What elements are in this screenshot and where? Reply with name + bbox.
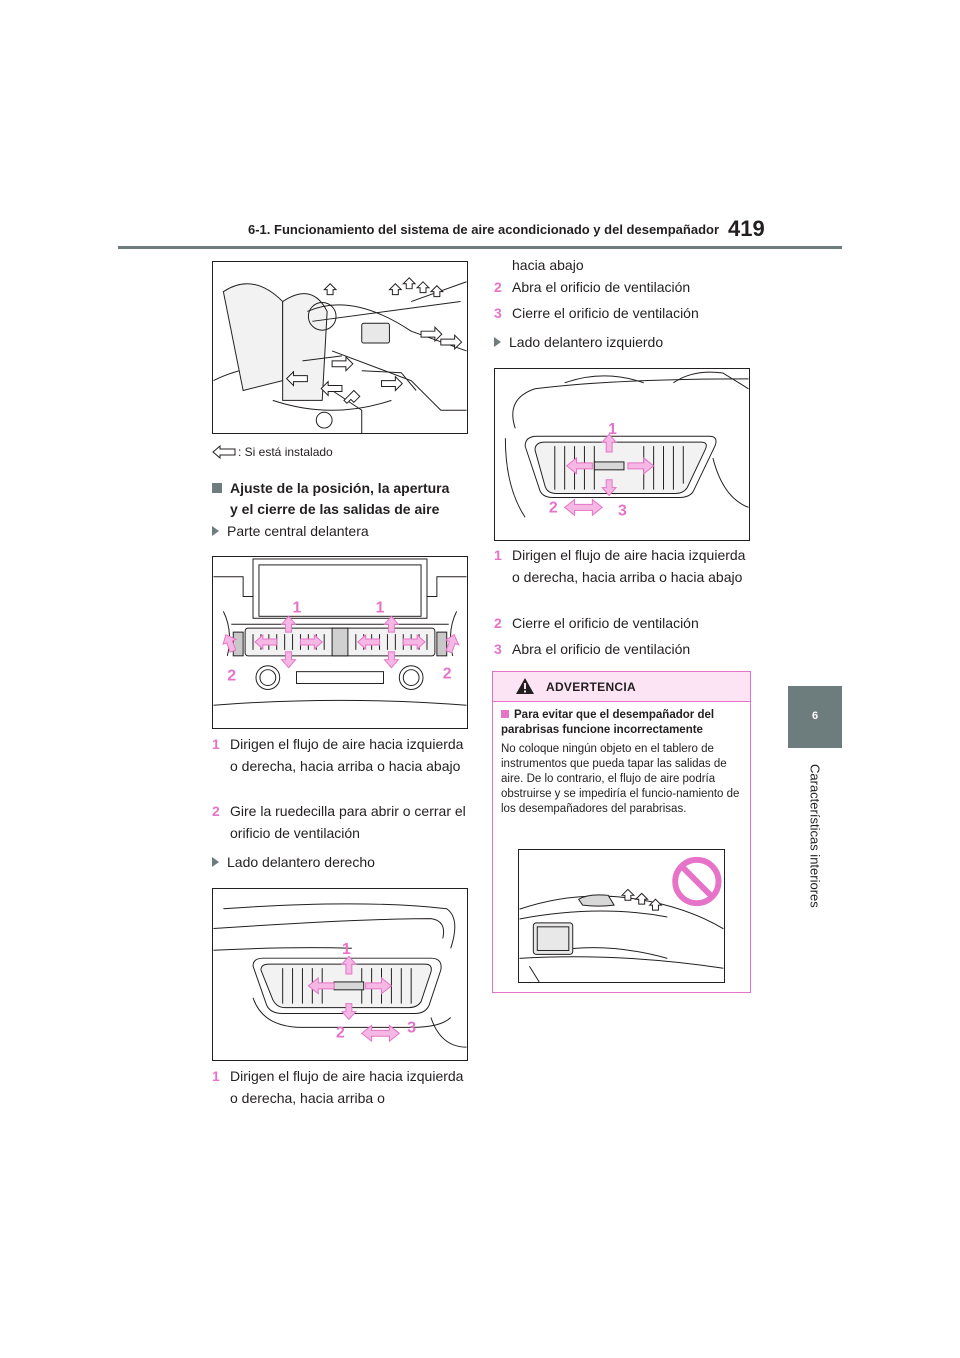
chapter-label-text: Características interiores <box>807 764 823 908</box>
step-number: 1 <box>494 547 502 563</box>
warning-bullet <box>501 710 509 718</box>
right-vent-illustration <box>213 889 467 1060</box>
cabin-overview-illustration <box>213 262 467 433</box>
subheading-center-front <box>212 520 369 542</box>
subheading-left-front <box>494 331 663 353</box>
right-label-2: 2 <box>336 1024 345 1042</box>
left-vent-figure <box>494 368 750 541</box>
chapter-label <box>788 756 842 916</box>
left-side-step-1 <box>494 544 746 585</box>
subheading-left-front-text: Lado delantero izquierdo <box>509 334 664 350</box>
warning-subtitle-text: Para evitar que el desempañador del parabrisas funcione incorrectamente <box>501 709 715 736</box>
step-text: Abra el orificio de ventilación <box>512 279 691 295</box>
center-label-2a: 2 <box>227 667 237 685</box>
center-label-1a: 1 <box>292 599 302 617</box>
prohibition-icon <box>675 860 718 903</box>
triangle-bullet-icon <box>212 857 219 867</box>
center-label-1b: 1 <box>375 599 385 617</box>
center-vents-figure <box>212 556 468 729</box>
warning-box <box>492 671 751 993</box>
continuation-text: hacia abajo <box>512 257 584 273</box>
left-label-2: 2 <box>548 499 558 517</box>
left-label-3: 3 <box>618 502 627 520</box>
step-number: 1 <box>212 736 220 752</box>
left-label-1: 1 <box>608 421 617 439</box>
dashboard-warning-illustration <box>519 850 724 982</box>
step-text: Dirigen el flujo de aire hacia izquierda o derecha, hacia arriba o hacia abajo <box>512 547 746 585</box>
step-number: 2 <box>494 615 502 631</box>
heading-bullet <box>212 483 222 493</box>
triangle-bullet-icon <box>494 337 501 347</box>
triangle-bullet-icon <box>212 526 219 536</box>
section-heading-line1: Ajuste de la posición, la apertura <box>230 480 450 496</box>
subheading-center-front-text: Parte central delantera <box>227 523 369 539</box>
warning-triangle-icon <box>515 677 535 695</box>
step-text: Dirigen el flujo de aire hacia izquierda o derecha, hacia arriba o <box>230 1068 464 1106</box>
right-side-step-2 <box>494 276 691 298</box>
left-vent-illustration <box>495 369 749 540</box>
right-side-step-1 <box>212 1065 464 1106</box>
chapter-tab: 6 <box>788 686 842 748</box>
step-number: 3 <box>494 641 502 657</box>
step-text: Gire la ruedecilla para abrir o cerrar el orificio de ventilación <box>230 803 466 841</box>
left-side-step-2 <box>494 612 699 634</box>
step-text: Cierre el orificio de ventilación <box>512 305 699 321</box>
center-step-2 <box>212 800 466 841</box>
figure-caption: : Si está instalado <box>238 445 333 459</box>
optional-arrow-icon <box>212 445 236 459</box>
right-label-1: 1 <box>341 941 351 959</box>
cabin-overview-figure <box>212 261 468 434</box>
right-side-step-3 <box>494 302 699 324</box>
warning-header <box>493 672 750 702</box>
warning-body: No coloque ningún objeto en el tablero de instrumentos que pueda tapar las salidas de aire. De lo contrario, el flujo de aire podría obstruirse y se impediría el funcio-namiento de los desempañadores del parabrisas. <box>501 743 740 815</box>
warning-title: ADVERTENCIA <box>546 680 636 694</box>
step-number: 2 <box>494 279 502 295</box>
step-text: Abra el orificio de ventilación <box>512 641 691 657</box>
step-number: 2 <box>212 803 220 819</box>
step-text: Cierre el orificio de ventilación <box>512 615 699 631</box>
section-heading <box>212 478 468 520</box>
center-step-1 <box>212 733 464 774</box>
step-number: 3 <box>494 305 502 321</box>
section-title: 6-1. Funcionamiento del sistema de aire acondicionado y del desempañador <box>248 222 720 237</box>
dashboard-warning-figure <box>518 849 725 983</box>
warning-subtitle <box>501 708 746 738</box>
left-side-step-3 <box>494 638 691 660</box>
center-vents-illustration <box>213 557 467 728</box>
subheading-right-front-text: Lado delantero derecho <box>227 854 375 870</box>
section-heading-line2: y el cierre de las salidas de aire <box>230 501 440 517</box>
subheading-right-front <box>212 851 375 873</box>
step-number: 1 <box>212 1068 220 1084</box>
right-label-3: 3 <box>407 1019 417 1037</box>
header-divider <box>118 246 842 249</box>
center-label-2b: 2 <box>442 665 452 683</box>
right-vent-figure <box>212 888 468 1061</box>
page-number: 419 <box>728 216 765 241</box>
step-text: Dirigen el flujo de aire hacia izquierda o derecha, hacia arriba o hacia abajo <box>230 736 464 774</box>
